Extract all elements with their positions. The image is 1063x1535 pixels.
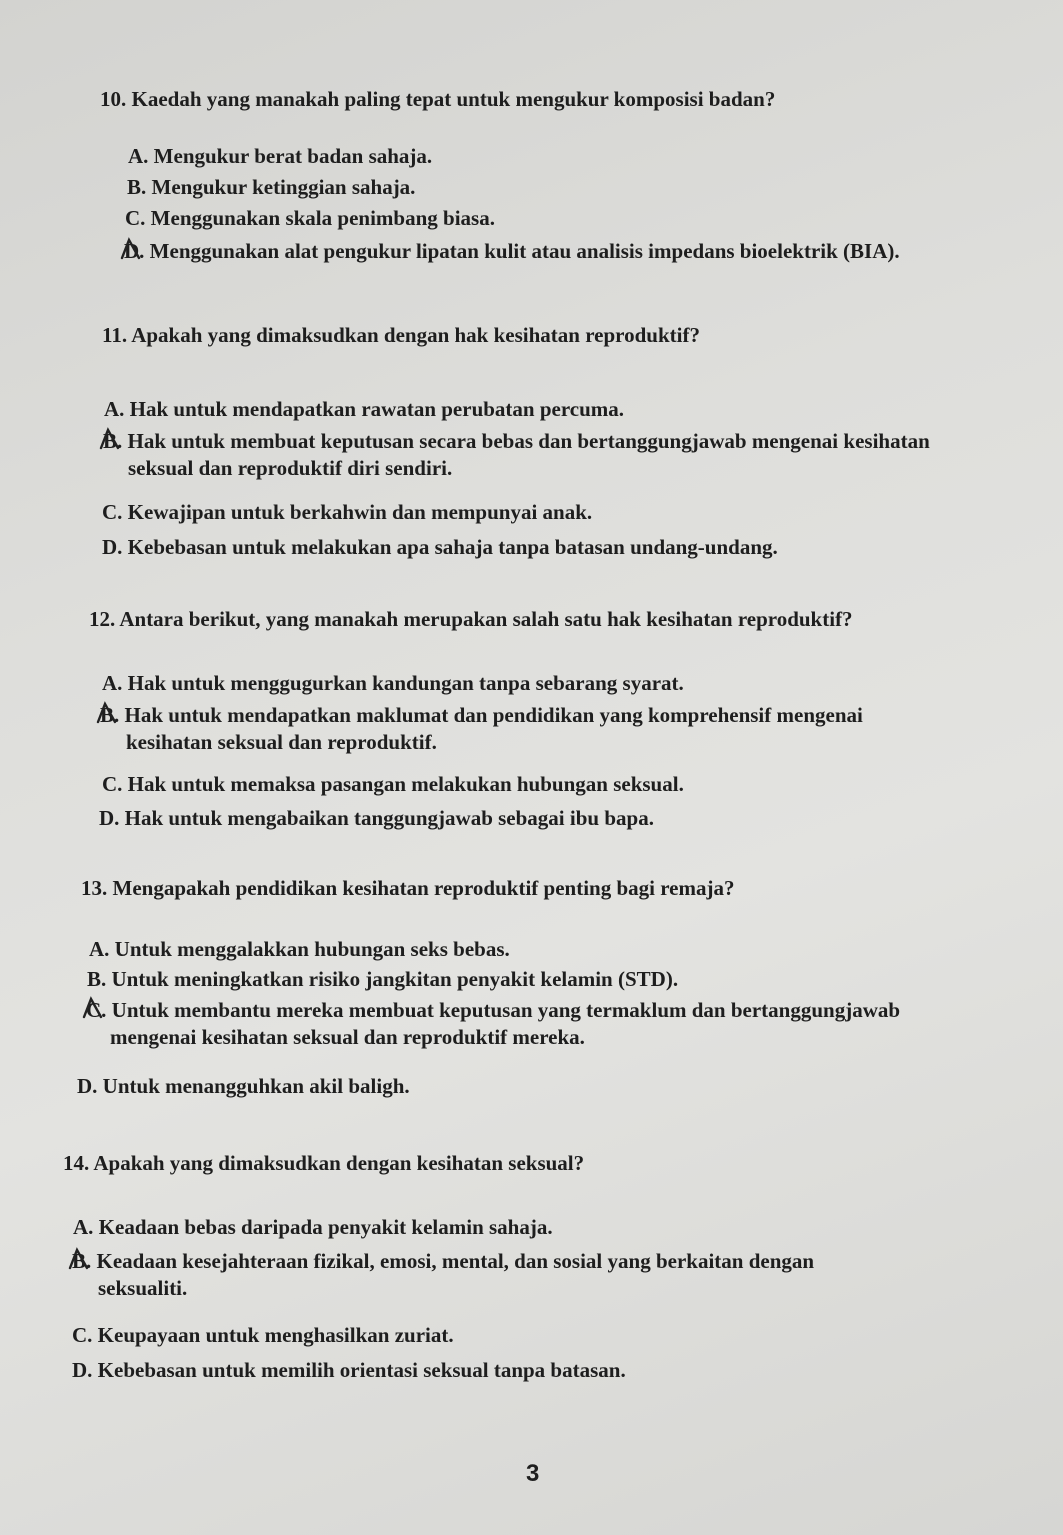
option-letter: A. (102, 671, 123, 695)
option-14-c (72, 1322, 454, 1349)
question-text: Apakah yang dimaksudkan dengan hak kesihatan reproduktif? (131, 323, 700, 347)
option-11-a (104, 396, 624, 423)
option-text: Hak untuk membuat keputusan secara bebas dan bertanggungjawab mengenai kesihatan (127, 429, 930, 453)
option-13-c (86, 997, 900, 1052)
option-13-b (87, 966, 678, 993)
option-text: Hak untuk mendapatkan rawatan perubatan percuma. (129, 397, 625, 421)
question-text: Mengapakah pendidikan kesihatan reproduktif penting bagi remaja? (112, 876, 735, 900)
option-14-a (73, 1214, 553, 1241)
option-letter: B. (87, 967, 107, 991)
question-text: Apakah yang dimaksudkan dengan kesihatan seksual? (93, 1151, 585, 1175)
question-11 (102, 322, 700, 349)
option-12-c (102, 771, 684, 798)
option-letter: C. (102, 500, 123, 524)
question-12 (89, 606, 853, 633)
option-14-b (72, 1248, 814, 1303)
option-text: Kebebasan untuk melakukan apa sahaja tanpa batasan undang-undang. (127, 535, 778, 559)
option-text: Hak untuk memaksa pasangan melakukan hubungan seksual. (127, 772, 684, 796)
question-10 (100, 86, 775, 113)
option-letter: C. (102, 772, 123, 796)
option-13-d (77, 1073, 410, 1100)
option-11-b (103, 428, 930, 483)
option-letter: D. (99, 806, 120, 830)
option-letter: B. (72, 1248, 91, 1275)
option-text: Hak untuk mendapatkan maklumat dan pendidikan yang komprehensif mengenai (124, 703, 863, 727)
option-12-b (100, 702, 863, 757)
question-text: Kaedah yang manakah paling tepat untuk mengukur komposisi badan? (131, 87, 776, 111)
option-letter: B. (127, 175, 147, 199)
option-11-c (102, 499, 592, 526)
option-letter: C. (125, 206, 146, 230)
option-letter: B. (103, 428, 122, 455)
question-text: Antara berikut, yang manakah merupakan salah satu hak kesihatan reproduktif? (119, 607, 853, 631)
option-text: Keadaan bebas daripada penyakit kelamin sahaja. (98, 1215, 553, 1239)
page-number: 3 (526, 1460, 540, 1487)
option-letter: C. (86, 997, 106, 1024)
option-letter: A. (89, 937, 110, 961)
option-text: Hak untuk menggugurkan kandungan tanpa sebarang syarat. (127, 671, 684, 695)
option-text: Untuk membantu mereka membuat keputusan yang termaklum dan bertanggungjawab (111, 998, 901, 1022)
option-letter: D. (77, 1074, 98, 1098)
option-10-d (124, 238, 900, 265)
option-12-d (99, 805, 654, 832)
option-text-continuation: kesihatan seksual dan reproduktif. (126, 730, 437, 755)
question-number: 10. (100, 87, 127, 111)
option-text: Kewajipan untuk berkahwin dan mempunyai anak. (127, 500, 593, 524)
option-text: Keupayaan untuk menghasilkan zuriat. (97, 1323, 454, 1347)
question-number: 14. (63, 1151, 90, 1175)
option-text-continuation: seksual dan reproduktif diri sendiri. (128, 456, 453, 481)
option-text: Mengukur ketinggian sahaja. (151, 175, 416, 199)
question-number: 12. (89, 607, 116, 631)
option-text: Kebebasan untuk memilih orientasi seksual tanpa batasan. (97, 1358, 626, 1382)
option-text: Untuk menggalakkan hubungan seks bebas. (114, 937, 510, 961)
option-letter: B. (100, 702, 119, 729)
option-12-a (102, 670, 684, 697)
option-11-d (102, 534, 778, 561)
option-text-continuation: mengenai kesihatan seksual dan reproduktif mereka. (110, 1025, 585, 1050)
option-letter: D. (72, 1358, 93, 1382)
question-13 (81, 875, 734, 902)
option-letter: A. (104, 397, 125, 421)
option-letter: A. (73, 1215, 94, 1239)
option-letter: D. (102, 535, 123, 559)
option-letter: C. (72, 1323, 93, 1347)
option-text: Menggunakan skala penimbang biasa. (150, 206, 495, 230)
question-number: 11. (102, 323, 128, 347)
question-number: 13. (81, 876, 108, 900)
option-letter: D. (124, 238, 144, 265)
option-13-a (89, 936, 510, 963)
option-10-c (125, 205, 495, 232)
question-14 (63, 1150, 584, 1177)
option-text-continuation: seksualiti. (98, 1276, 188, 1301)
option-letter: A. (128, 144, 149, 168)
option-text: Mengukur berat badan sahaja. (153, 144, 433, 168)
option-14-d (72, 1357, 626, 1384)
option-text: Menggunakan alat pengukur lipatan kulit atau analisis impedans bioelektrik (BIA). (149, 239, 900, 263)
option-10-a (128, 143, 432, 170)
option-10-b (127, 174, 415, 201)
option-text: Untuk menangguhkan akil baligh. (102, 1074, 410, 1098)
option-text: Hak untuk mengabaikan tanggungjawab sebagai ibu bapa. (124, 806, 654, 830)
option-text: Untuk meningkatkan risiko jangkitan penyakit kelamin (STD). (111, 967, 679, 991)
option-text: Keadaan kesejahteraan fizikal, emosi, mental, dan sosial yang berkaitan dengan (96, 1249, 815, 1273)
